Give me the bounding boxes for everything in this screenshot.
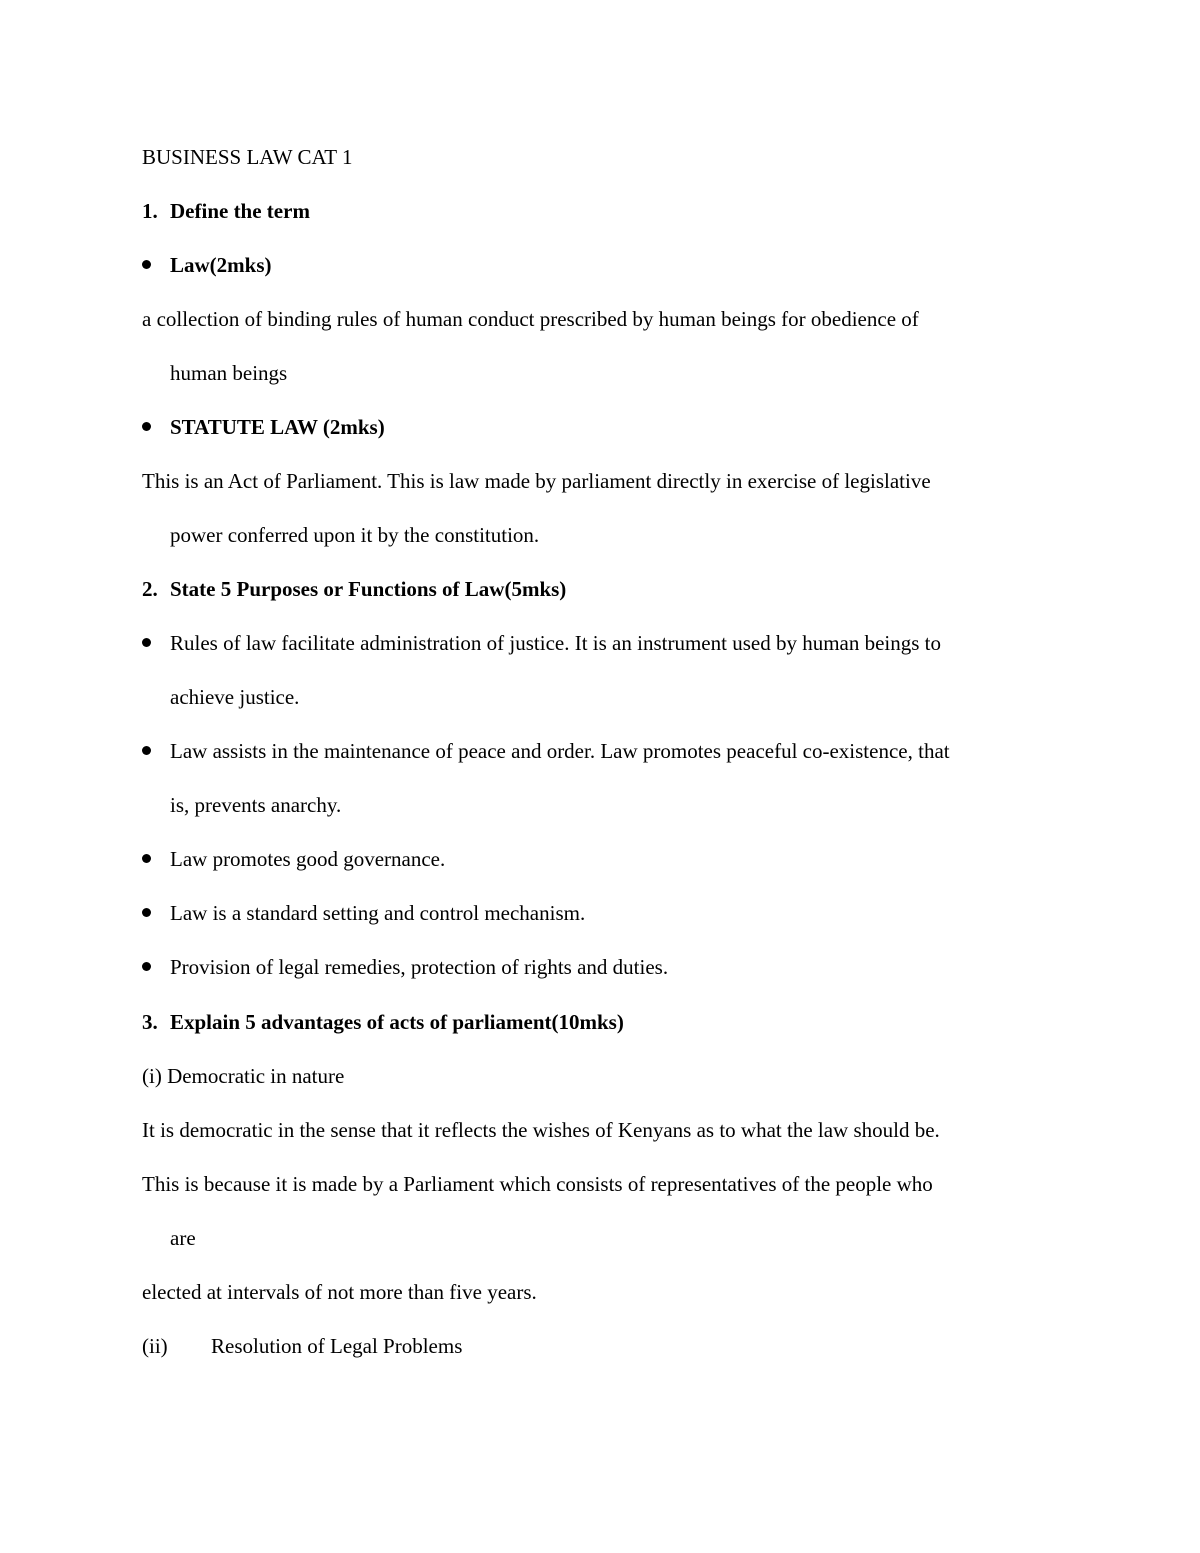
bullet-icon xyxy=(142,908,151,917)
q1-law-definition-line2: human beings xyxy=(170,361,288,385)
q1-law-definition-line1: a collection of binding rules of human conduct prescribed by human beings for obedience of xyxy=(142,307,919,331)
q1-law-term: Law(2mks) xyxy=(170,253,272,277)
q2-point4: Law is a standard setting and control mechanism. xyxy=(170,901,586,925)
q2-point2-line1: Law assists in the maintenance of peace and order. Law promotes peaceful co-existence, that xyxy=(170,739,950,763)
q1-statute-definition-line1: This is an Act of Parliament. This is law made by parliament directly in exercise of legislative xyxy=(142,469,931,493)
q3-heading: Explain 5 advantages of acts of parliament(10mks) xyxy=(170,1010,624,1034)
q2-point5: Provision of legal remedies, protection of rights and duties. xyxy=(170,955,669,979)
document-title: BUSINESS LAW CAT 1 xyxy=(142,145,353,169)
q1-heading: Define the term xyxy=(170,199,310,223)
bullet-icon xyxy=(142,854,151,863)
q2-heading: State 5 Purposes or Functions of Law(5mks) xyxy=(170,577,567,601)
q1-number: 1. xyxy=(142,199,158,223)
q3-advantage2-heading: Resolution of Legal Problems xyxy=(211,1334,463,1358)
q3-number: 3. xyxy=(142,1010,158,1034)
bullet-icon xyxy=(142,746,151,755)
q1-statute-term: STATUTE LAW (2mks) xyxy=(170,415,385,439)
bullet-icon xyxy=(142,422,151,431)
q2-point2-line2: is, prevents anarchy. xyxy=(170,793,342,817)
q3-advantage1-line4: elected at intervals of not more than five years. xyxy=(142,1280,537,1304)
q3-advantage1-heading: (i) Democratic in nature xyxy=(142,1064,345,1088)
q2-point1-line1: Rules of law facilitate administration of justice. It is an instrument used by human beings to xyxy=(170,631,942,655)
q3-advantage1-line2: This is because it is made by a Parliament which consists of representatives of the people who xyxy=(142,1172,933,1196)
bullet-icon xyxy=(142,638,151,647)
q2-number: 2. xyxy=(142,577,158,601)
q1-statute-definition-line2: power conferred upon it by the constitution. xyxy=(170,523,540,547)
bullet-icon xyxy=(142,260,151,269)
q2-point1-line2: achieve justice. xyxy=(170,685,300,709)
bullet-icon xyxy=(142,962,151,971)
q2-point3: Law promotes good governance. xyxy=(170,847,446,871)
q3-advantage2-number: (ii) xyxy=(142,1334,168,1358)
q3-advantage1-line1: It is democratic in the sense that it reflects the wishes of Kenyans as to what the law should be. xyxy=(142,1118,940,1142)
q3-advantage1-line3: are xyxy=(170,1226,196,1250)
